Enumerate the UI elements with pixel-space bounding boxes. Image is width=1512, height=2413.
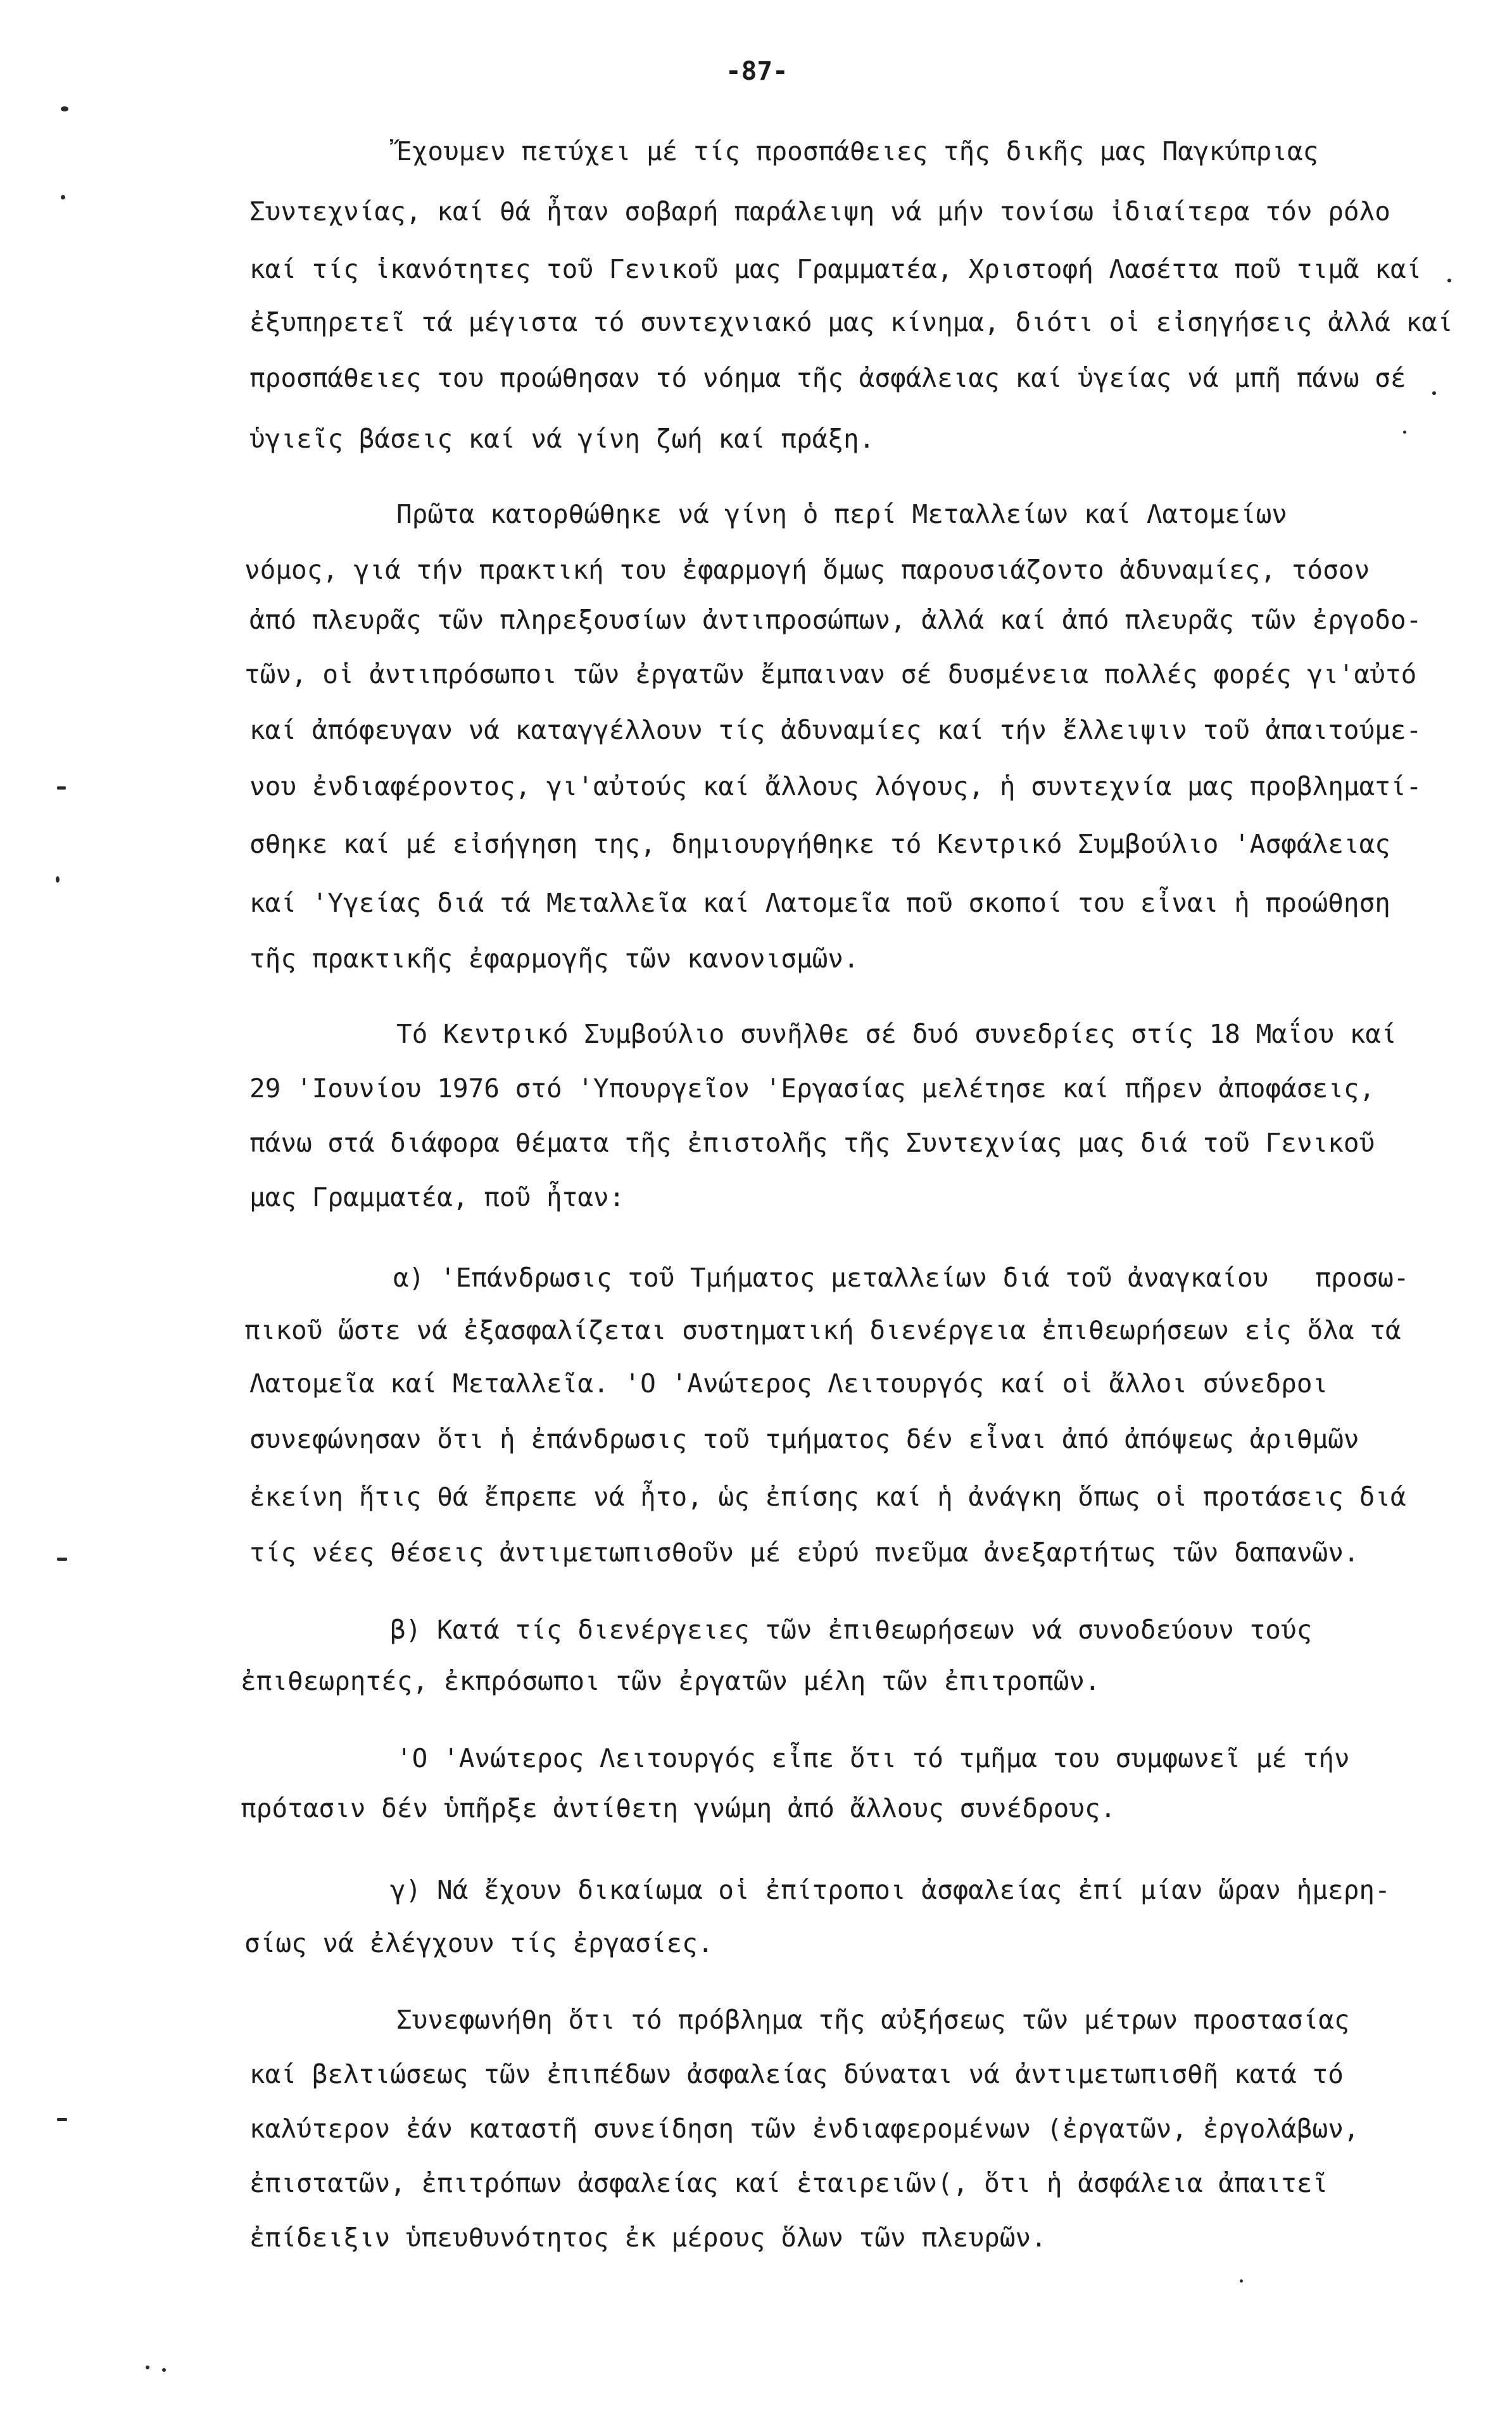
page-number: -87- xyxy=(726,56,788,86)
scan-speck xyxy=(61,106,68,111)
scan-speck xyxy=(61,195,65,199)
text-line: καί βελτιώσεως τῶν ἐπιπέδων ἀσφαλείας δύναται νά ἀντιμετωπισθῆ κατά τό xyxy=(249,2059,1344,2089)
text-line: πικοῦ ὥστε νά ἐξασφαλίζεται συστηματική διενέργεια ἐπιθεωρήσεων εἰς ὅλα τά xyxy=(244,1315,1401,1345)
text-line: Λατομεῖα καί Μεταλλεῖα. 'Ο 'Ανώτερος Λειτουργός καί οἱ ἄλλοι σύνεδροι xyxy=(249,1368,1328,1399)
scan-speck xyxy=(1432,391,1436,395)
text-line: Τό Κεντρικό Συμβούλιο συνῆλθε σέ δυό συνεδρίες στίς 18 Μαΐου καί xyxy=(396,1019,1397,1049)
scan-speck xyxy=(162,2368,166,2372)
text-line: μας Γραμματέα, ποῦ ἦταν: xyxy=(249,1182,625,1213)
text-line: σθηκε καί μέ εἰσήγηση της, δημιουργήθηκε τό Κεντρικό Συμβούλιο 'Ασφάλειας xyxy=(249,829,1390,859)
text-line: τῶν, οἱ ἀντιπρόσωποι τῶν ἐργατῶν ἔμπαιναν σέ δυσμένεια πολλές φορές γι'αὐτό xyxy=(244,659,1417,690)
text-line: Συντεχνίας, καί θά ἦταν σοβαρή παράλειψη νά μήν τονίσω ἰδιαίτερα τόν ρόλο xyxy=(249,196,1390,227)
text-line: ἐπιθεωρητές, ἐκπρόσωποι τῶν ἐργατῶν μέλη τῶν ἐπιτροπῶν. xyxy=(241,1666,1100,1696)
text-line: τίς νέες θέσεις ἀντιμετωπισθοῦν μέ εὐρύ πνεῦμα ἀνεξαρτήτως τῶν δαπανῶν. xyxy=(249,1537,1359,1568)
text-line: καί ἀπόφευγαν νά καταγγέλλουν τίς ἀδυναμίες καί τήν ἔλλειψιν τοῦ ἀπαιτούμε- xyxy=(249,715,1422,745)
text-line: πρότασιν δέν ὑπῆρξε ἀντίθετη γνώμη ἀπό ἄλλους συνέδρους. xyxy=(241,1793,1116,1824)
text-line: β) Κατά τίς διενέργειες τῶν ἐπιθεωρήσεων νά συνοδεύουν τούς xyxy=(390,1615,1313,1645)
text-line: 'Ο 'Ανώτερος Λειτουργός εἶπε ὅτι τό τμῆμα του συμφωνεῖ μέ τήν xyxy=(396,1743,1350,1774)
text-line: ἀπό πλευρᾶς τῶν πληρεξουσίων ἀντιπροσώπων, ἀλλά καί ἀπό πλευρᾶς τῶν ἐργοδο- xyxy=(249,605,1422,635)
text-line: 29 'Ιουνίου 1976 στό 'Υπουργεῖον 'Εργασίας μελέτησε καί πῆρεν ἀποφάσεις, xyxy=(249,1073,1375,1104)
text-line: ἐπίδειξιν ὑπευθυνότητος ἐκ μέρους ὅλων τῶν πλευρῶν. xyxy=(249,2222,1047,2253)
scan-speck xyxy=(146,2366,149,2369)
scan-speck xyxy=(57,1558,67,1561)
text-line: νου ἐνδιαφέροντος, γι'αὐτούς καί ἄλλους λόγους, ἡ συντεχνία μας προβληματί- xyxy=(249,771,1422,802)
text-line: Συνεφωνήθη ὅτι τό πρόβλημα τῆς αὐξήσεως τῶν μέτρων προστασίας xyxy=(396,2005,1350,2035)
text-line: ἐπιστατῶν, ἐπιτρόπων ἀσφαλείας καί ἑταιρειῶν(, ὅτι ἡ ἀσφάλεια ἀπαιτεῖ xyxy=(249,2168,1328,2198)
text-line: καί τίς ἱκανότητες τοῦ Γενικοῦ μας Γραμματέα, Χριστοφή Λασέττα ποῦ τιμᾶ καί xyxy=(249,254,1422,284)
scan-speck xyxy=(1240,2279,1243,2283)
text-line: καί 'Υγείας διά τά Μεταλλεῖα καί Λατομεῖα ποῦ σκοποί του εἶναι ἡ προώθηση xyxy=(249,888,1390,918)
text-line: τῆς πρακτικῆς ἐφαρμογῆς τῶν κανονισμῶν. xyxy=(249,943,859,974)
text-line: ἐκείνη ἥτις θά ἔπρεπε νά ἦτο, ὡς ἐπίσης καί ἡ ἀνάγκη ὅπως οἱ προτάσεις διά xyxy=(249,1482,1406,1512)
text-line: ὑγιεῖς βάσεις καί νά γίνη ζωή καί πράξη. xyxy=(249,424,875,454)
text-line: καλύτερον ἐάν καταστῆ συνείδηση τῶν ἐνδιαφερομένων (ἐργατῶν, ἐργολάβων, xyxy=(249,2114,1359,2144)
text-line: πάνω στά διάφορα θέματα τῆς ἐπιστολῆς τῆς Συντεχνίας μας διά τοῦ Γενικοῦ xyxy=(249,1128,1375,1158)
scan-speck xyxy=(57,2118,67,2121)
text-line: προσπάθειες του προώθησαν τό νόημα τῆς ἀσφάλειας καί ὑγείας νά μπῆ πάνω σέ xyxy=(249,363,1406,393)
text-line: Ἔχουμεν πετύχει μέ τίς προσπάθειες τῆς δικῆς μας Παγκύπριας xyxy=(396,136,1319,167)
scan-speck xyxy=(1403,431,1406,434)
text-line: ἐξυπηρετεῖ τά μέγιστα τό συντεχνιακό μας κίνημα, διότι οἱ εἰσηγήσεις ἀλλά καί xyxy=(249,307,1453,337)
scan-speck xyxy=(56,876,60,883)
text-line: Πρῶτα κατορθώθηκε νά γίνη ὁ περί Μεταλλείων καί Λατομείων xyxy=(396,499,1287,529)
text-line: νόμος, γιά τήν πρακτική του ἐφαρμογή ὅμως παρουσιάζοντο ἀδυναμίες, τόσον xyxy=(244,555,1370,585)
scan-speck xyxy=(1447,279,1451,282)
scan-speck xyxy=(57,786,66,790)
text-line: α) 'Επάνδρωσις τοῦ Τμήματος μεταλλείων διά τοῦ ἀναγκαίου προσω- xyxy=(393,1263,1409,1293)
text-line: συνεφώνησαν ὅτι ἡ ἐπάνδρωσις τοῦ τμήματος δέν εἶναι ἀπό ἀπόψεως ἀριθμῶν xyxy=(249,1424,1359,1454)
text-line: γ) Νά ἔχουν δικαίωμα οἱ ἐπίτροποι ἀσφαλείας ἐπί μίαν ὥραν ἡμερη- xyxy=(390,1875,1390,1905)
text-line: σίως νά ἐλέγχουν τίς ἐργασίες. xyxy=(244,1928,714,1958)
